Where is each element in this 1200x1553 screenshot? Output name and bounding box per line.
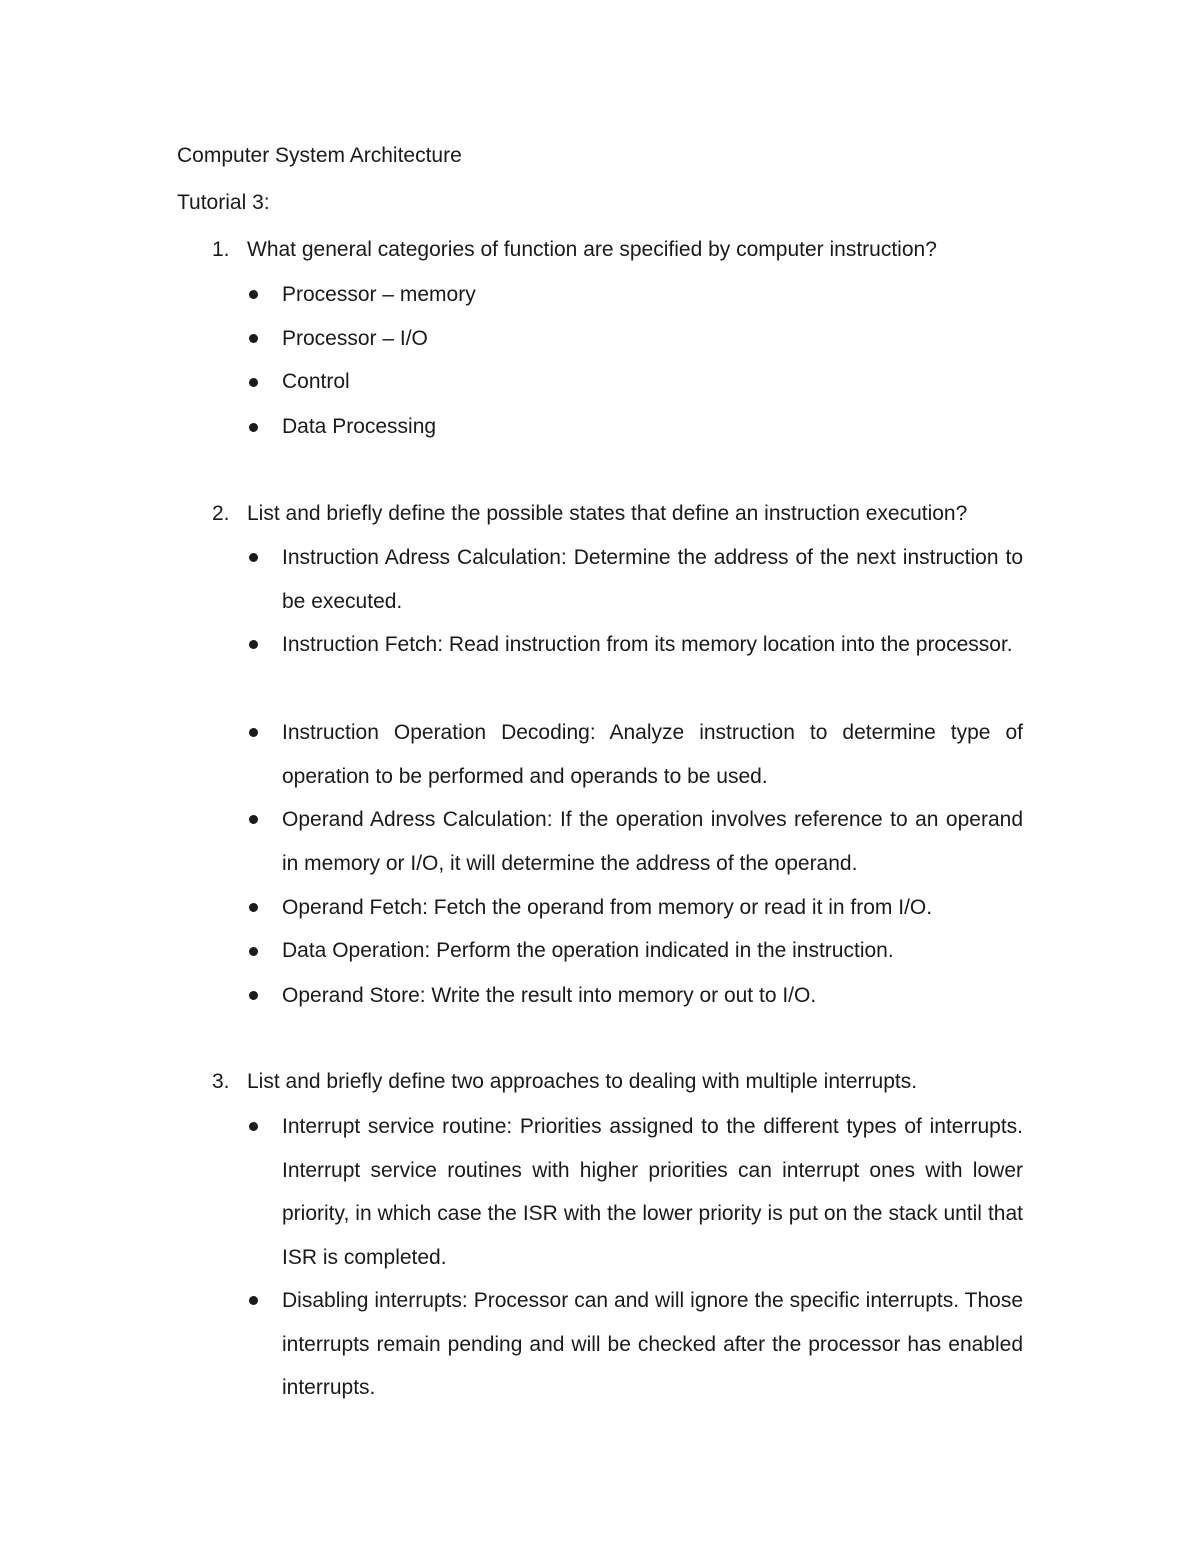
bullet-icon: [249, 640, 258, 649]
bullet-icon: [249, 290, 258, 299]
bullet-icon: [249, 903, 258, 912]
bullet-icon: [249, 1296, 258, 1305]
bullet-icon: [249, 728, 258, 737]
bullet-icon: [249, 1122, 258, 1131]
question-number: 2.: [212, 502, 230, 525]
bullet-icon: [249, 947, 258, 956]
bullet-icon: [249, 423, 258, 432]
list-item: Data Processing: [282, 415, 437, 438]
question-number: 1.: [212, 238, 230, 261]
list-item: Processor – I/O: [282, 327, 428, 350]
document-title: Computer System Architecture: [177, 144, 462, 167]
list-item: Instruction Fetch: Read instruction from its memory location into the processor.: [282, 633, 1013, 656]
bullet-icon: [249, 378, 258, 387]
question-number: 3.: [212, 1070, 230, 1093]
list-item: Interrupt service routine: Priorities assigned to the different types of interrupts. Interrupt service routines with higher priorities can interrupt ones with lower priority, in which case the ISR with the lower priority is put on the stack until that ISR is completed.: [282, 1115, 1023, 1269]
list-item: Operand Fetch: Fetch the operand from memory or read it in from I/O.: [282, 896, 933, 919]
question-text: What general categories of function are specified by computer instruction?: [247, 238, 937, 261]
list-item: Disabling interrupts: Processor can and will ignore the specific interrupts. Those interrupts remain pending and will be checked after the processor has enabled interrupts.: [282, 1289, 1023, 1399]
bullet-icon: [249, 334, 258, 343]
list-item: Control: [282, 370, 350, 393]
list-item: Instruction Operation Decoding: Analyze instruction to determine type of operation to be performed and operands to be used.: [282, 721, 1023, 788]
bullet-icon: [249, 991, 258, 1000]
bullet-icon: [249, 553, 258, 562]
list-item: Instruction Adress Calculation: Determine the address of the next instruction to be executed.: [282, 546, 1023, 613]
list-item: Data Operation: Perform the operation indicated in the instruction.: [282, 939, 894, 962]
list-item: Operand Store: Write the result into memory or out to I/O.: [282, 984, 817, 1007]
document-subtitle: Tutorial 3:: [177, 191, 270, 214]
list-item: Processor – memory: [282, 283, 476, 306]
bullet-icon: [249, 815, 258, 824]
list-item: Operand Adress Calculation: If the operation involves reference to an operand in memory or I/O, it will determine the address of the operand.: [282, 808, 1023, 875]
question-text: List and briefly define two approaches to dealing with multiple interrupts.: [247, 1070, 918, 1093]
question-text: List and briefly define the possible states that define an instruction execution?: [247, 502, 968, 525]
